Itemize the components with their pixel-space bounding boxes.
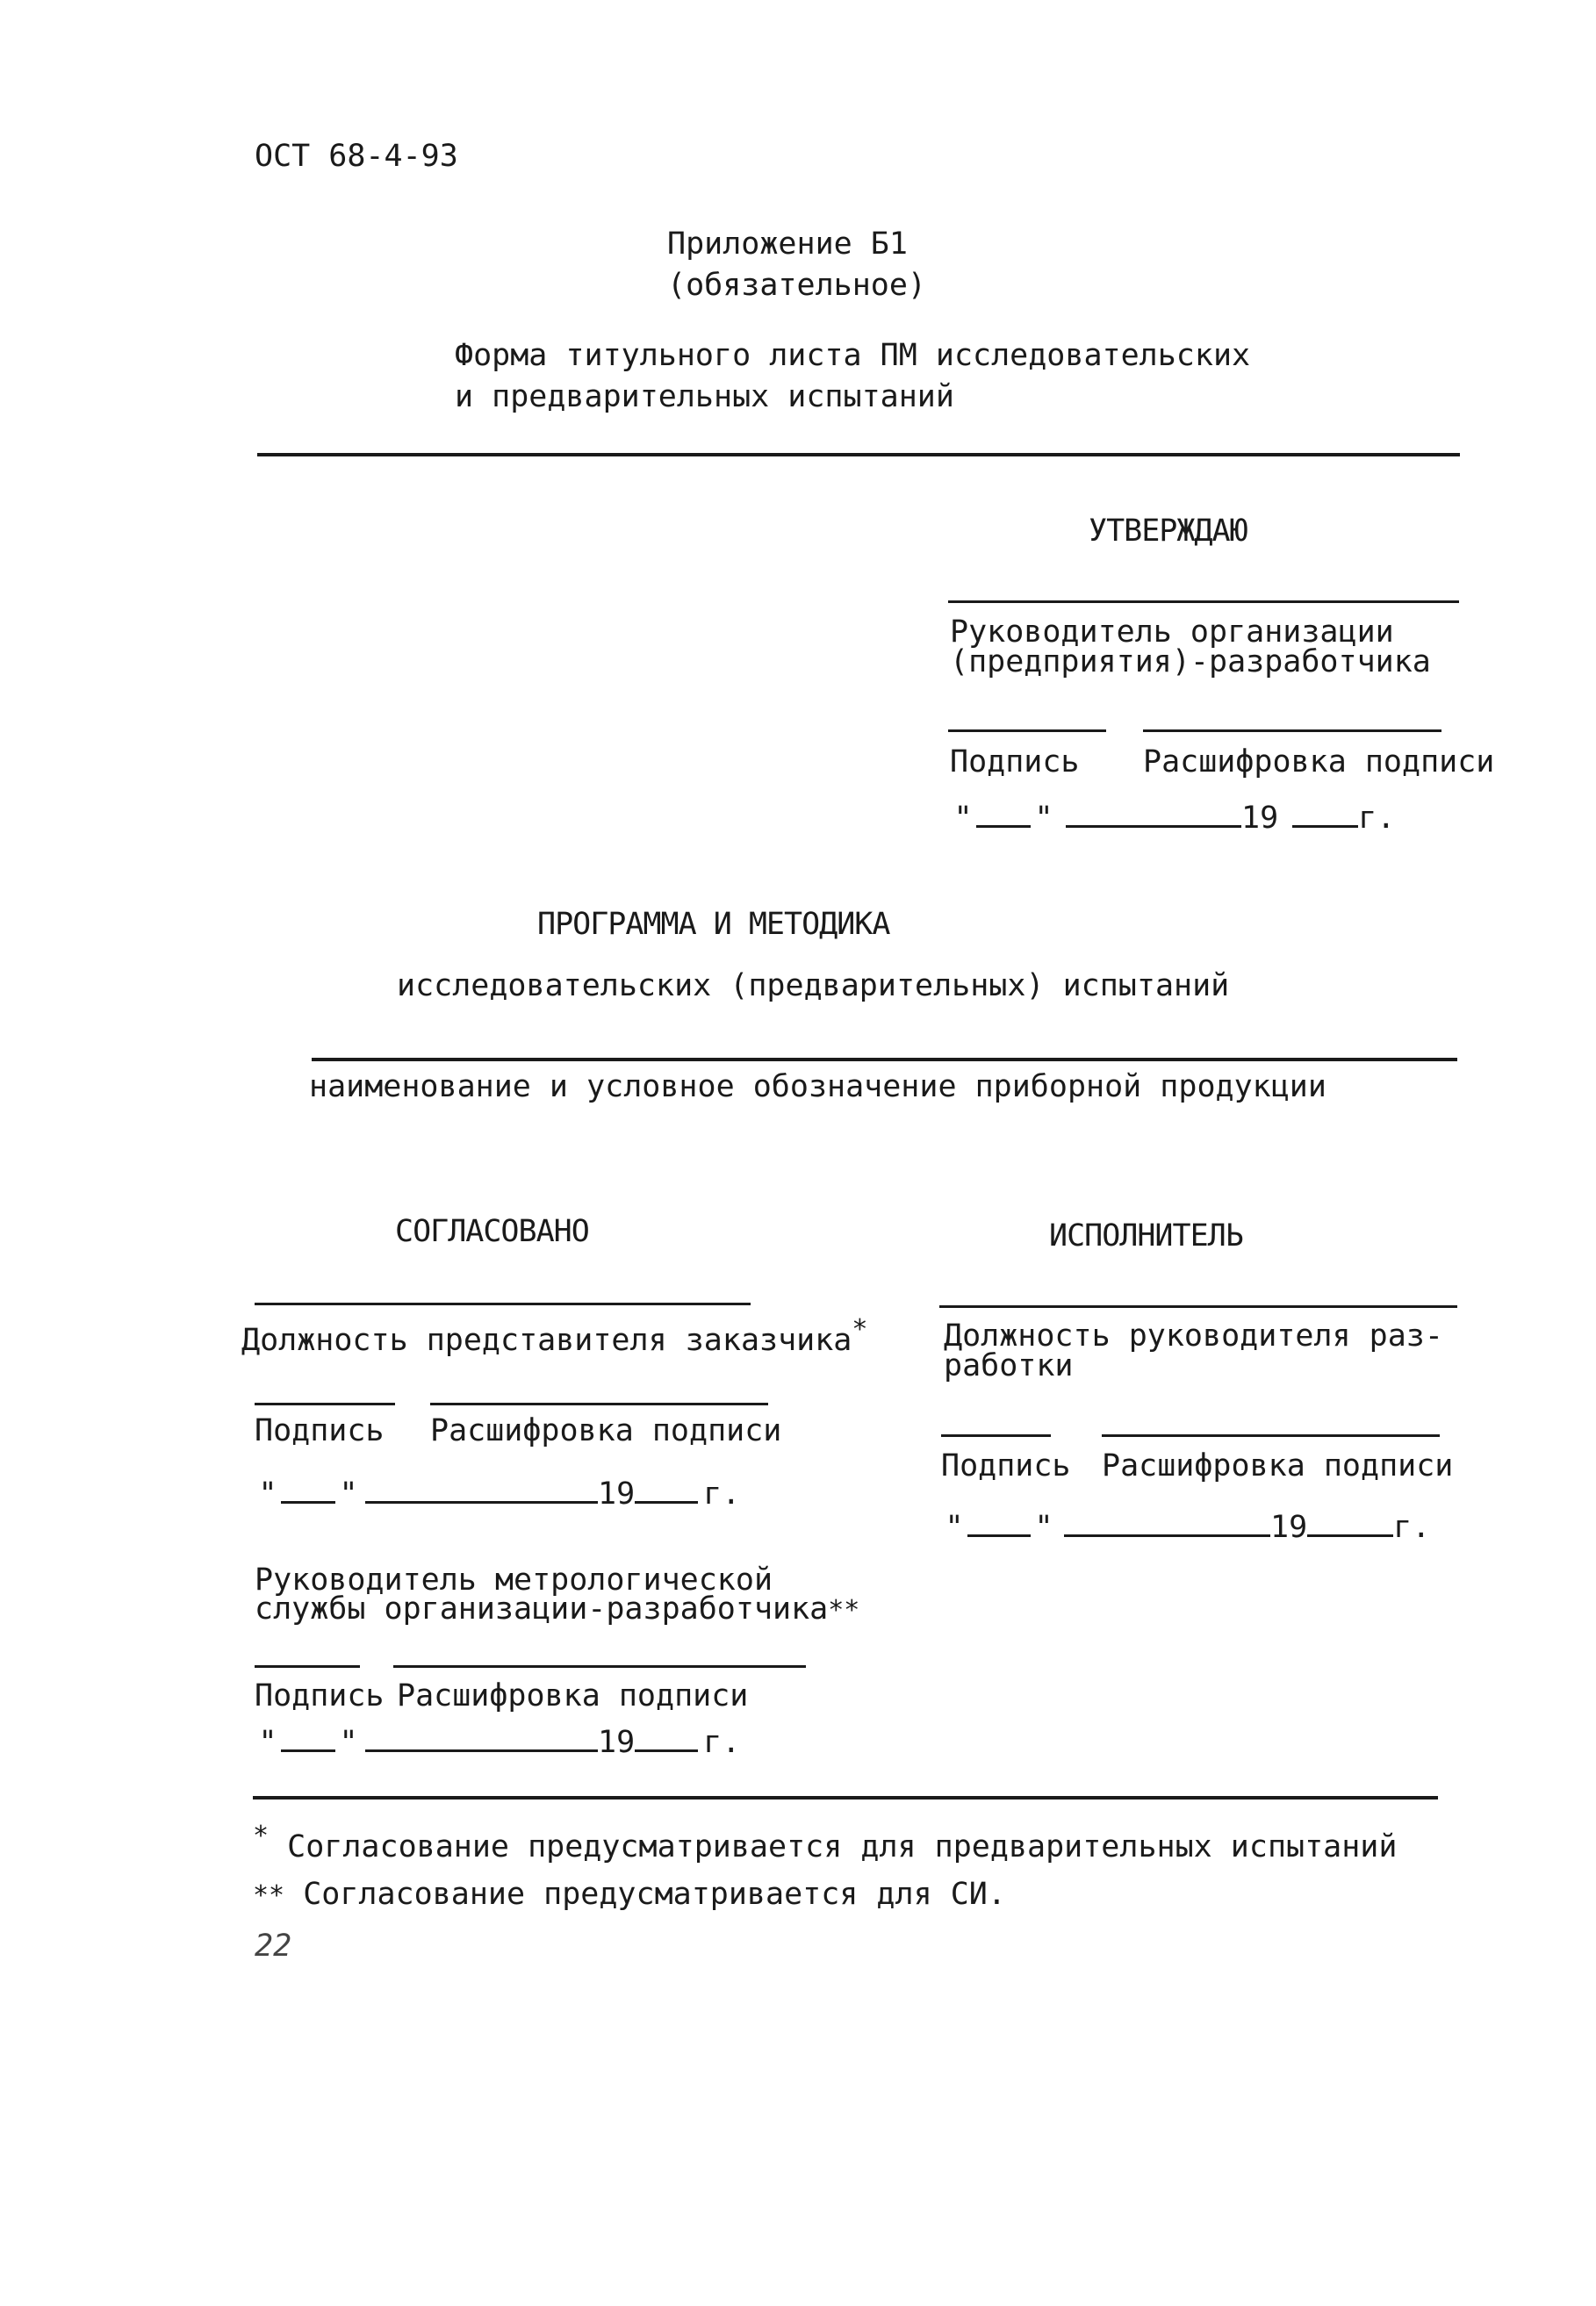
date-quote-open: " [258, 1725, 277, 1760]
customer-decode-label: Расшифровка подписи [430, 1413, 782, 1448]
date-year-suffix: г. [1393, 1510, 1431, 1545]
metrology-date-line [255, 1723, 740, 1760]
document-code: ОСТ 68-4-93 [255, 139, 458, 174]
approve-date-line [950, 799, 1395, 836]
agreed-heading: СОГЛАСОВАНО [395, 1214, 589, 1249]
form-title-line1: Форма титульного листа ПМ исследовательских [455, 338, 1251, 373]
appendix-title: Приложение Б1 [667, 226, 908, 262]
date-month-blank [365, 1475, 598, 1504]
date-year-prefix: 19 [598, 1725, 636, 1760]
date-year-blank [635, 1475, 698, 1504]
title-divider [257, 453, 1460, 456]
approve-sign-label: Подпись [950, 744, 1080, 779]
approve-position-line2: (предприятия)-разработчика [950, 644, 1431, 679]
customer-date-line [255, 1475, 740, 1512]
approve-position-line1: Руководитель организации [950, 614, 1394, 650]
customer-decode-line [430, 1403, 768, 1405]
footnote-1 [253, 1821, 1397, 1864]
footnotes-divider [253, 1796, 1438, 1800]
date-quote-close: " [339, 1476, 358, 1512]
executor-date-line [941, 1508, 1430, 1545]
date-year-prefix: 19 [1241, 801, 1279, 836]
page-number: 22 [255, 1929, 292, 1964]
date-quote-open: " [258, 1476, 277, 1512]
executor-decode-label: Расшифровка подписи [1102, 1448, 1454, 1483]
appendix-kind: (обязательное) [667, 268, 927, 303]
footnote-1-text: Согласование предусматривается для предварительных испытаний [287, 1829, 1398, 1864]
metrology-position-line1: Руководитель метрологической [255, 1562, 773, 1598]
date-year-suffix: г. [1358, 801, 1396, 836]
date-year-blank [1307, 1508, 1393, 1537]
approve-position-line [948, 600, 1459, 603]
approve-decode-line [1143, 729, 1441, 732]
product-name-line [312, 1058, 1457, 1061]
date-month-blank [1064, 1508, 1270, 1537]
date-year-blank [635, 1723, 698, 1752]
metrology-sign-line [255, 1665, 360, 1668]
footnote-2-mark: ** [253, 1880, 285, 1911]
date-year-prefix: 19 [1270, 1510, 1308, 1545]
metrology-decode-label: Расшифровка подписи [397, 1678, 749, 1713]
date-quote-close: " [1034, 801, 1053, 836]
metrology-footnote-mark: ** [828, 1595, 860, 1626]
metrology-decode-line [393, 1665, 806, 1668]
product-caption: наименование и условное обозначение приборной продукции [309, 1069, 1326, 1104]
footnote-1-mark: * [253, 1821, 270, 1851]
executor-position-line [939, 1305, 1457, 1308]
date-month-blank [1066, 799, 1241, 828]
executor-heading: ИСПОЛНИТЕЛЬ [1049, 1218, 1243, 1254]
customer-position-line [255, 1303, 751, 1305]
date-day-blank [976, 799, 1031, 828]
customer-position [241, 1315, 867, 1358]
executor-sign-label: Подпись [941, 1448, 1071, 1483]
date-quote-open: " [945, 1510, 964, 1545]
date-year-prefix: 19 [598, 1476, 636, 1512]
approve-heading: УТВЕРЖДАЮ [1089, 514, 1247, 549]
date-quote-open: " [953, 801, 973, 836]
footnote-2-text: Согласование предусматривается для СИ. [303, 1877, 1006, 1912]
executor-position-line1: Должность руководителя раз- [944, 1318, 1443, 1354]
customer-sign-label: Подпись [255, 1413, 385, 1448]
executor-sign-line [941, 1434, 1051, 1437]
customer-footnote-mark: * [852, 1314, 868, 1345]
program-subtitle: исследовательских (предварительных) испытаний [397, 968, 1230, 1003]
metrology-position [255, 1591, 859, 1627]
date-month-blank [365, 1723, 598, 1752]
date-day-blank [281, 1475, 335, 1504]
footnote-2 [253, 1877, 1006, 1912]
form-title-line2: и предварительных испытаний [455, 379, 954, 414]
customer-sign-line [255, 1403, 395, 1405]
date-day-blank [281, 1723, 335, 1752]
date-year-suffix: г. [703, 1725, 741, 1760]
date-year-blank [1292, 799, 1358, 828]
program-title: ПРОГРАММА И МЕТОДИКА [537, 907, 890, 942]
executor-decode-line [1102, 1434, 1440, 1437]
date-quote-close: " [339, 1725, 358, 1760]
metrology-position-line2: службы организации-разработчика [255, 1591, 829, 1627]
date-day-blank [967, 1508, 1031, 1537]
date-quote-close: " [1034, 1510, 1053, 1545]
approve-sign-line [948, 729, 1106, 732]
date-year-suffix: г. [703, 1476, 741, 1512]
executor-position-line2: работки [944, 1348, 1074, 1383]
approve-decode-label: Расшифровка подписи [1143, 744, 1495, 779]
customer-position-text: Должность представителя заказчика [241, 1323, 852, 1358]
metrology-sign-label: Подпись [255, 1678, 385, 1713]
